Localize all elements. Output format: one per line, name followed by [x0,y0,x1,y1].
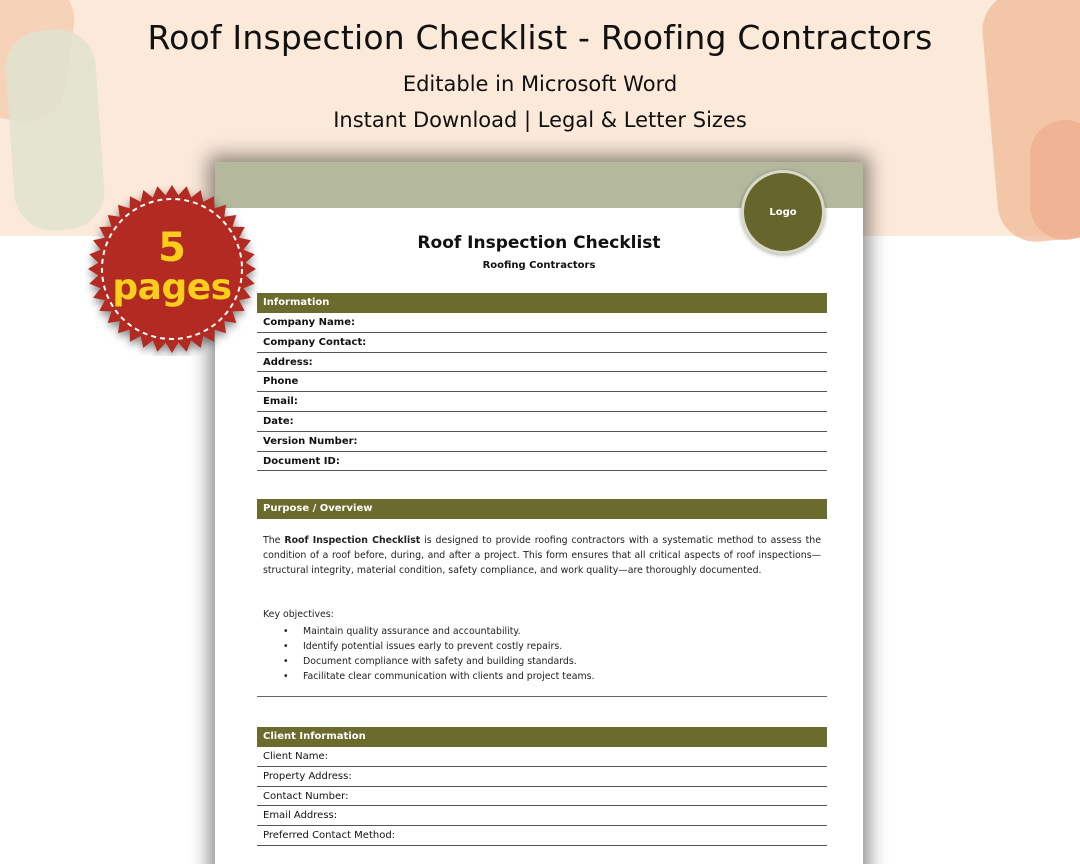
listing-title: Roof Inspection Checklist - Roofing Contractors [147,18,933,57]
paint-stroke-decoration [1030,120,1080,240]
purpose-intro-rest: is designed to provide roofing contractors with a systematic method to assess the condition of a roof before, during, and after a project. This form ensures that all critical aspects of roof inspections—structural integrity, material condition, safety compliance, and work quality—are thoroughly documented. [263,535,821,576]
field-client-name: Client Name: [257,747,827,767]
listing-subtitle: Editable in Microsoft Word [402,72,678,96]
field-property-address: Property Address: [257,767,827,787]
field-phone: Phone [257,372,827,392]
badge-word: pages [112,267,232,308]
objective-item: • Document compliance with safety and building standards. [283,654,783,669]
field-address: Address: [257,353,827,373]
field-company-contact: Company Contact: [257,333,827,353]
document-preview [215,162,863,864]
section-divider [257,696,827,697]
section-header-client: Client Information [257,727,827,747]
document-title: Roof Inspection Checklist [417,233,661,253]
listing-formats: Instant Download | Legal & Letter Sizes [333,108,747,132]
section-header-purpose: Purpose / Overview [257,499,827,519]
objective-item: • Maintain quality assurance and accountability. [283,624,783,639]
field-document-id: Document ID: [257,452,827,472]
badge-number: 5 [158,225,186,271]
field-email-address: Email Address: [257,806,827,826]
purpose-intro-lead: The [263,535,285,546]
section-header-information: Information [257,293,827,313]
purpose-paragraph [263,533,821,578]
key-objectives-list [283,624,783,684]
field-date: Date: [257,412,827,432]
document-subtitle: Roofing Contractors [482,260,596,271]
information-fields [257,313,827,471]
field-preferred-contact-method: Preferred Contact Method: [257,826,827,846]
client-fields [257,747,827,846]
field-contact-number: Contact Number: [257,787,827,807]
key-objectives-label: Key objectives: [263,609,334,620]
objective-item: • Facilitate clear communication with clients and project teams. [283,669,783,684]
purpose-intro-bold: Roof Inspection Checklist [284,535,421,546]
logo-label: Logo [769,206,797,218]
objective-item: • Identify potential issues early to prevent costly repairs. [283,639,783,654]
field-version-number: Version Number: [257,432,827,452]
field-email: Email: [257,392,827,412]
field-company-name: Company Name: [257,313,827,333]
